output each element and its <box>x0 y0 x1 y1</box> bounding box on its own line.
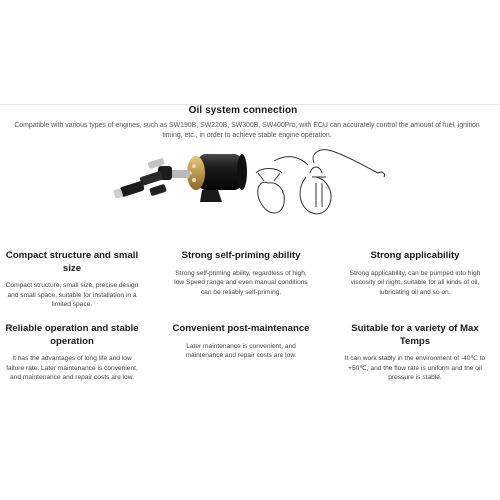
feature-description: Compact structure, small size, precise design and small space, suitable for installation in a limited space. <box>5 282 139 309</box>
feature-reliable <box>5 323 139 383</box>
feature-title: Compact structure and small size <box>5 250 139 274</box>
section-subtitle: Compatible with various types of engines, such as SW190B, SW220B, SW300B, SW400Pro, with ECU can accurately control the amount of fuel, ignition timing, etc., in order to achieve stable engine operation. <box>14 122 480 139</box>
feature-description: Later maintenance is convenient, and maintenance and repair costs are low. <box>185 342 297 360</box>
feature-title: Reliable operation and stable operation <box>5 323 139 347</box>
feature-title: Convenient post-maintenance <box>172 323 310 334</box>
feature-maintenance <box>171 323 311 361</box>
feature-self-priming <box>171 250 311 297</box>
feature-description: It can work stably in the environment of -40℃ to +50℃, and the flow rate is uniform and the oil pressure is stable. <box>344 355 486 382</box>
feature-description: It has the advantages of long life and low failure rate. Later maintenance is convenient, and maintenance and repair costs are low. <box>6 355 138 382</box>
feature-compact <box>5 250 139 310</box>
feature-description: Strong self-priming ability, regardless of high, low Speed range and even manual conditions can be reliably self-priming. <box>174 269 308 296</box>
feature-title: Strong self-priming ability <box>181 250 301 261</box>
feature-temperature <box>342 323 488 383</box>
fuel-pump-image <box>110 140 250 220</box>
feature-description: Strong applicability, can be pumped into high viscosity oil night, suitable for all kinds of oil, lubricating oil and so on. <box>349 269 481 296</box>
feature-title: Suitable for a variety of Max Temps <box>351 323 479 347</box>
oil-line-diagram <box>240 143 390 221</box>
section-title: Oil system connection <box>188 105 298 116</box>
feature-title: Strong applicability <box>370 250 460 261</box>
feature-applicability <box>342 250 488 297</box>
